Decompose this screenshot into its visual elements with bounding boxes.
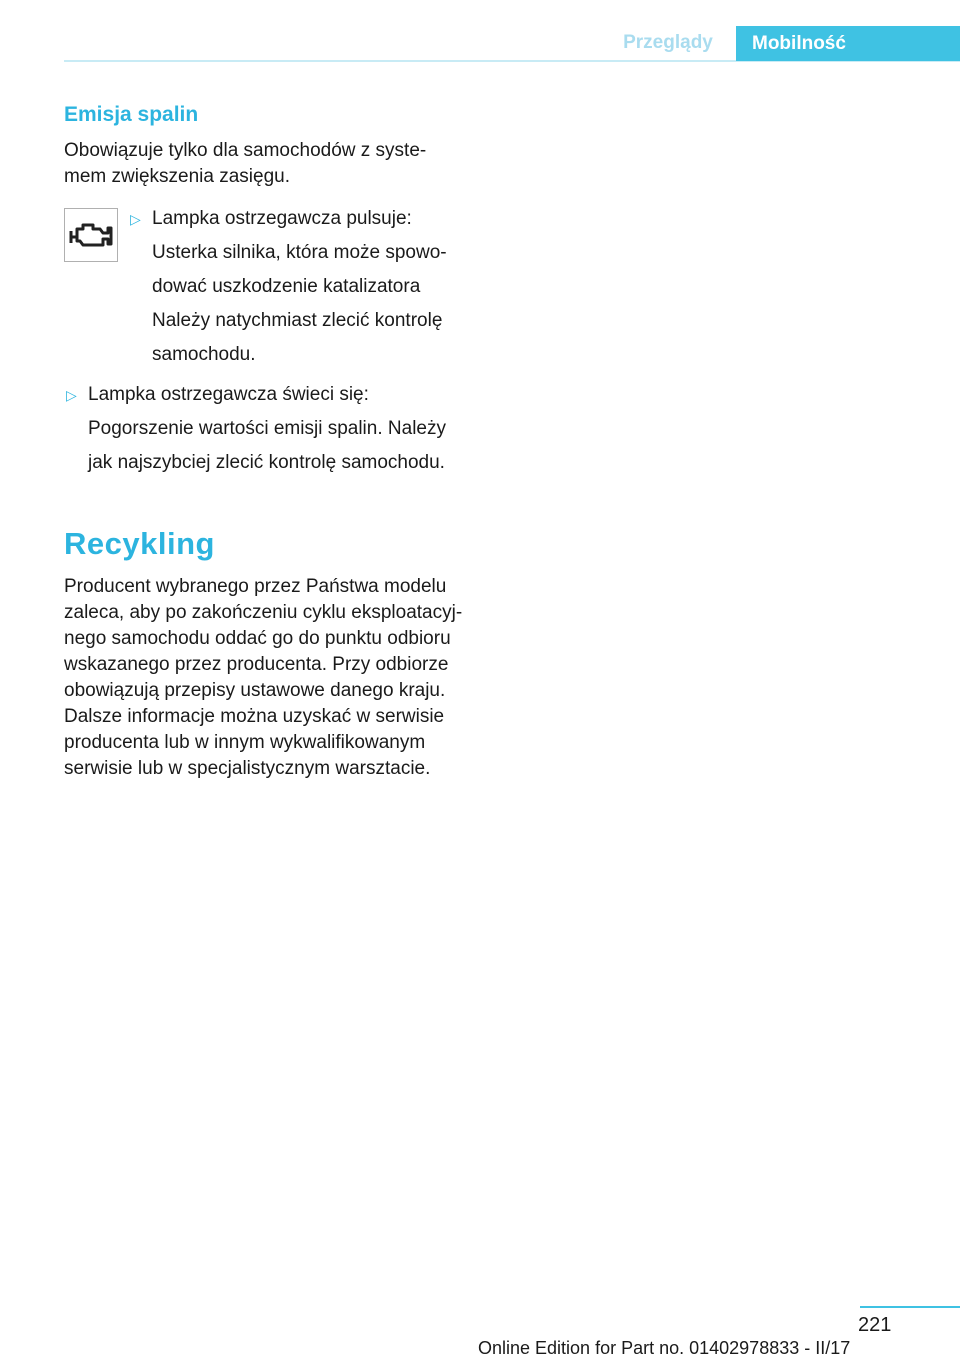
paragraph-line: serwisie lub w specjalistycznym warsztacie. (64, 758, 431, 779)
edition-footer: Online Edition for Part no. 01402978833 - II/17 (478, 1338, 851, 1358)
bullet-triangle-icon: ▷ (66, 387, 77, 403)
page-number: 221 (858, 1314, 892, 1336)
item-label: Lampka ostrzegawcza pulsuje: (152, 208, 412, 229)
paragraph-line: producenta lub w innym wykwalifikowanym (64, 732, 426, 753)
intro-line: Obowiązuje tylko dla samochodów z syste‐ (64, 140, 427, 161)
item-text-line: samochodu. (152, 344, 256, 365)
tab-mobilnosc[interactable]: Mobilność (736, 26, 960, 61)
recykling-paragraph (64, 574, 476, 782)
item-text-line: jak najszybciej zlecić kontrolę samochodu. (88, 452, 445, 473)
main-content (64, 100, 476, 782)
warning-lamp-item (64, 208, 476, 368)
bullet-triangle-icon: ▷ (130, 211, 141, 227)
item-text-line: dować uszkodzenie katalizatora (152, 276, 421, 297)
paragraph-line: Dalsze informacje można uzyskać w serwisie (64, 706, 445, 727)
item-text-line: Usterka silnika, która może spowo‐ (152, 242, 447, 263)
item-label: Lampka ostrzegawcza świeci się: (88, 384, 369, 405)
tab-przeglady[interactable]: Przeglądy (623, 32, 713, 53)
paragraph-line: nego samochodu oddać go do punktu odbioru (64, 628, 451, 649)
intro-line: mem zwiększenia zasięgu. (64, 166, 290, 187)
section-title-emisja: Emisja spalin (64, 103, 199, 126)
footer-rule (860, 1306, 960, 1308)
item-text-line: Należy natychmiast zlecić kontrolę (152, 310, 443, 331)
paragraph-line: zaleca, aby po zakończeniu cyklu eksploatacyj‐ (64, 602, 463, 623)
section-title-recykling: Recykling (64, 526, 215, 561)
paragraph-line: obowiązują przepisy ustawowe danego kraju. (64, 680, 446, 701)
engine-check-icon (64, 208, 118, 262)
paragraph-line: wskazanego przez producenta. Przy odbiorze (64, 654, 449, 675)
warning-lamp-item (54, 382, 476, 476)
paragraph-line: Producent wybranego przez Państwa modelu (64, 576, 447, 597)
item-text-line: Pogorszenie wartości emisji spalin. Należy (88, 418, 446, 439)
